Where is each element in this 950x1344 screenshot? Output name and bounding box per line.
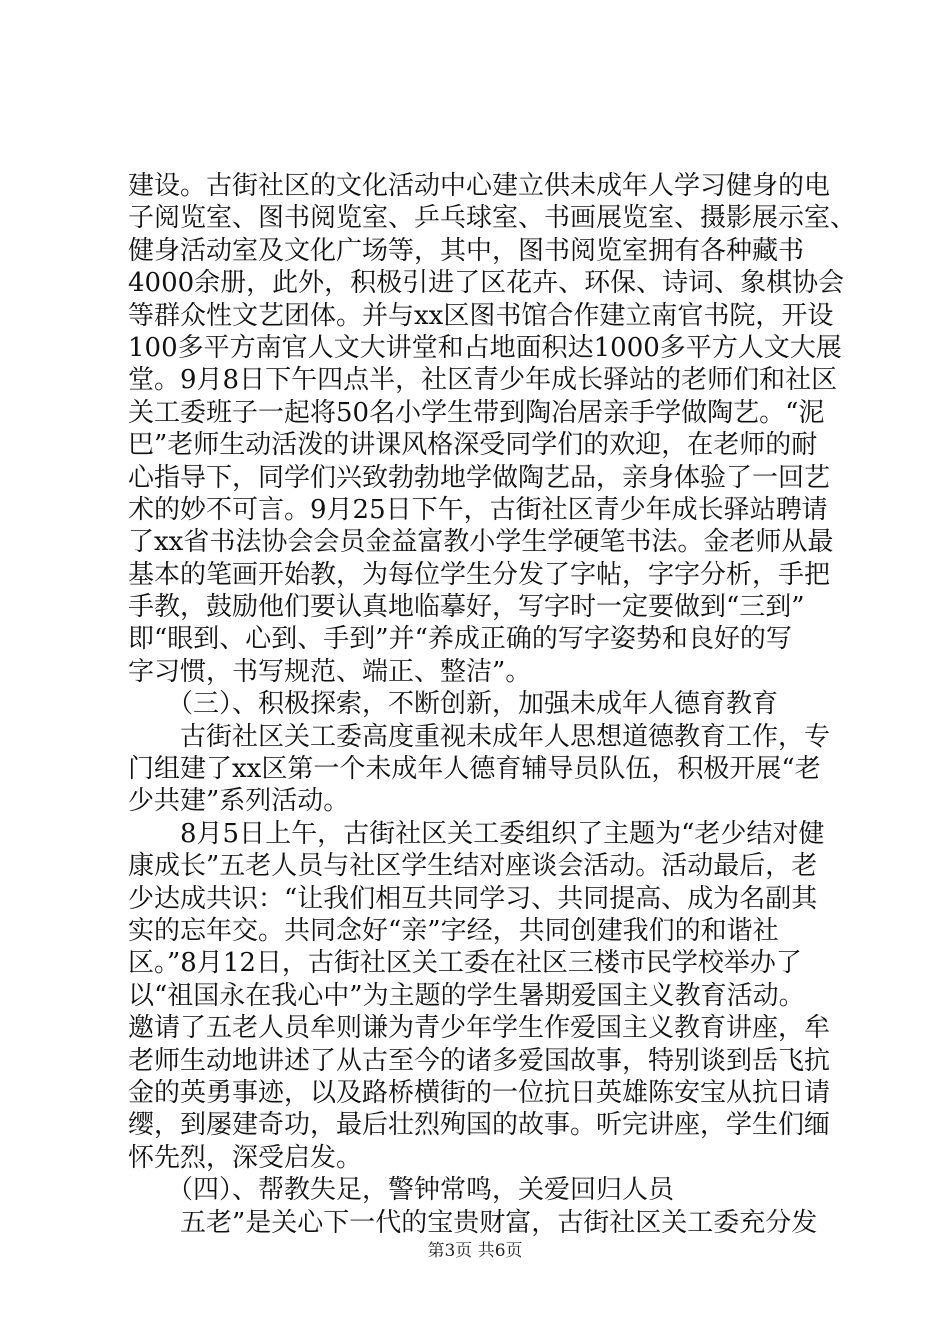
text-line: 堂。9月8日下午四点半，社区青少年成长驿站的老师们和社区 <box>128 365 838 396</box>
text-line: 建设。古街社区的文化活动中心建立供未成年人学习健身的电 <box>128 171 831 201</box>
text-line: 了xx省书法协会会员金益富教小学生学硬笔书法。金老师从最 <box>128 527 834 558</box>
text-line: 巴”老师生动活泼的讲课风格深受同学们的欢迎，在老师的耐 <box>128 430 818 461</box>
text-line: 健身活动室及文化广场等，其中，图书阅览室拥有各种藏书 <box>128 235 805 266</box>
text-line: 术的妙不可言。9月25日下午，古街社区青少年成长驿站聘请 <box>128 494 828 525</box>
text-line: 即“眼到、心到、手到”并“养成正确的写字姿势和良好的写 <box>128 624 792 655</box>
text-line: 以“祖国永在我心中”为主题的学生暑期爱国主义教育活动。 <box>128 980 805 1011</box>
text-line: 区。”8月12日，古街社区关工委在社区三楼市民学校举办了 <box>128 948 802 979</box>
text-line: 老师生动地讲述了从古至今的诸多爱国故事，特别谈到岳飞抗 <box>128 1045 831 1076</box>
text-line: 手教，鼓励他们要认真地临摹好，写字时一定要做到“三到” <box>128 592 805 623</box>
text-line: 实的忘年交。共同念好“亲”字经，共同创建我们的和谐社 <box>128 915 779 946</box>
text-line: 缨，到屡建奇功，最后壮烈殉国的故事。听完讲座，学生们缅 <box>128 1110 831 1141</box>
text-line: 字习惯，书写规范、端正、整洁”。 <box>128 656 532 687</box>
text-line: 怀先烈，深受启发。 <box>128 1142 363 1173</box>
text-line: 4000余册，此外，积极引进了区花卉、环保、诗词、象棋协会 <box>128 268 845 299</box>
text-line: 少共建”系列活动。 <box>128 786 350 817</box>
text-line: 基本的笔画开始教，为每位学生分发了字帖，字字分析，手把 <box>128 559 831 590</box>
text-line: 五老”是关心下一代的宝贵财富，古街社区关工委充分发 <box>128 1207 818 1238</box>
text-line: 等群众性文艺团体。并与xx区图书馆合作建立南官书院，开设 <box>128 300 834 331</box>
text-line: 少达成共识：“让我们相互共同学习、共同提高、成为名副其 <box>128 883 818 914</box>
page-footer: 第3页 共6页 <box>427 1241 523 1261</box>
text-line: 心指导下，同学们兴致勃勃地学做陶艺品，亲身体验了一回艺 <box>128 462 831 493</box>
text-line: 古街社区关工委高度重视未成年人思想道德教育工作，专 <box>128 721 831 752</box>
text-line: 邀请了五老人员牟则谦为青少年学生作爱国主义教育讲座，牟 <box>128 1013 831 1044</box>
text-line: 100多平方南官人文大讲堂和占地面积达1000多平方人文大展 <box>128 332 842 363</box>
section-heading: （三）、积极探索，不断创新，加强未成年人德育教育 <box>128 689 779 720</box>
text-line: 子阅览室、图书阅览室、乒乓球室、书画展览室、摄影展示室、 <box>128 203 857 234</box>
text-line: 关工委班子一起将50名小学生带到陶冶居亲手学做陶艺。“泥 <box>128 397 825 428</box>
text-line: 金的英勇事迹，以及路桥横街的一位抗日英雄陈安宝从抗日请 <box>128 1077 831 1108</box>
text-line: 门组建了xx区第一个未成年人德育辅导员队伍，积极开展“老 <box>128 754 821 785</box>
text-line: 康成长”五老人员与社区学生结对座谈会活动。活动最后，老 <box>128 851 818 882</box>
body-text <box>128 170 857 1239</box>
text-line: 8月5日上午，古街社区关工委组织了主题为“老少结对健 <box>128 818 825 849</box>
section-heading: （四）、帮教失足，警钟常鸣，关爱回归人员 <box>128 1175 675 1206</box>
